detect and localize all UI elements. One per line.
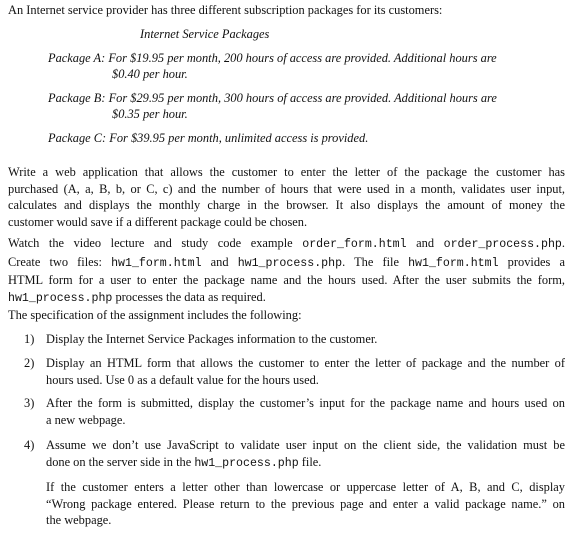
package-b bbox=[48, 90, 497, 107]
package-a-line2: $0.40 per hour. bbox=[112, 67, 188, 81]
list-number: 2) bbox=[24, 356, 35, 370]
list-number: 3) bbox=[24, 396, 35, 410]
intro-text: An Internet service provider has three different subscription packages for its customers: bbox=[8, 3, 443, 17]
para2-line1: Watch the video lecture and study code example order_form.html and order_process.php. bbox=[8, 236, 565, 251]
list-item bbox=[24, 395, 565, 428]
para2-line2: Create two files: hw1_form.html and hw1_process.php. The file hw1_form.html provides a bbox=[8, 254, 565, 270]
item4-extra-line: “Wrong package entered. Please return to the previous page and enter a valid package name.” on bbox=[46, 496, 565, 511]
code-filename: hw1_form.html bbox=[111, 256, 202, 270]
para1-line: customer would save if a different package could be chosen. bbox=[8, 214, 308, 229]
code-filename: hw1_form.html bbox=[408, 256, 499, 270]
packages-heading: Internet Service Packages bbox=[140, 27, 270, 41]
paragraph-files bbox=[8, 235, 565, 307]
item4-validation-paragraph bbox=[46, 479, 565, 529]
para1-line: purchased (A, a, B, b, or C, c) and the number of hours that were used in a month, validates user input, bbox=[8, 181, 565, 196]
spec-intro: The specification of the assignment includes the following: bbox=[8, 308, 302, 322]
list-item-line: After the form is submitted, display the customer’s input for the package name and hours used on bbox=[46, 396, 565, 410]
list-item-line: Display the Internet Service Packages information to the customer. bbox=[46, 332, 378, 346]
list-item-line: Display an HTML form that allows the customer to enter the letter of package and the number of bbox=[46, 356, 565, 370]
list-number: 1) bbox=[24, 332, 35, 346]
list-item-line: done on the server side in the hw1_process.php file. bbox=[46, 454, 322, 470]
code-filename: order_process.php bbox=[443, 238, 562, 251]
code-filename: order_form.html bbox=[302, 238, 407, 251]
package-b-line1: For $29.95 per month, 300 hours of access are provided. Additional hours are bbox=[108, 91, 497, 105]
list-item-line: Assume we don’t use JavaScript to validate user input on the client side, the validation must be bbox=[46, 438, 565, 452]
list-item bbox=[24, 355, 565, 388]
list-item-line: a new webpage. bbox=[46, 412, 126, 427]
list-item-line: hours used. Use 0 as a default value for the hours used. bbox=[46, 372, 319, 387]
item4-extra-line: If the customer enters a letter other than lowercase or uppercase letter of A, B, and C, display bbox=[46, 480, 565, 494]
package-a-label: Package A: bbox=[48, 51, 106, 65]
para1-line: calculates and displays the monthly charge in the browser. It also displays the amount of money the bbox=[8, 198, 565, 212]
code-filename: hw1_process.php bbox=[194, 456, 299, 470]
para2-line3: HTML form for a user to enter the package name and the hours used. After the user submits the form, bbox=[8, 273, 565, 287]
package-b-line2: $0.35 per hour. bbox=[112, 107, 188, 121]
package-c bbox=[48, 130, 368, 147]
package-c-label: Package C: bbox=[48, 131, 107, 145]
package-b-label: Package B: bbox=[48, 91, 106, 105]
package-a-line1: For $19.95 per month, 200 hours of access are provided. Additional hours are bbox=[108, 51, 497, 65]
package-c-line1: For $39.95 per month, unlimited access is provided. bbox=[109, 131, 369, 145]
list-number: 4) bbox=[24, 438, 35, 452]
para2-line4: hw1_process.php processes the data as required. bbox=[8, 289, 266, 305]
list-item bbox=[24, 437, 565, 472]
list-item bbox=[24, 331, 565, 348]
code-filename: hw1_process.php bbox=[237, 256, 343, 270]
package-a bbox=[48, 50, 497, 67]
item4-extra-line: the webpage. bbox=[46, 513, 112, 527]
paragraph-description bbox=[8, 164, 565, 230]
para1-line: Write a web application that allows the customer to enter the letter of the package the customer has bbox=[8, 165, 565, 179]
code-filename: hw1_process.php bbox=[8, 291, 113, 305]
